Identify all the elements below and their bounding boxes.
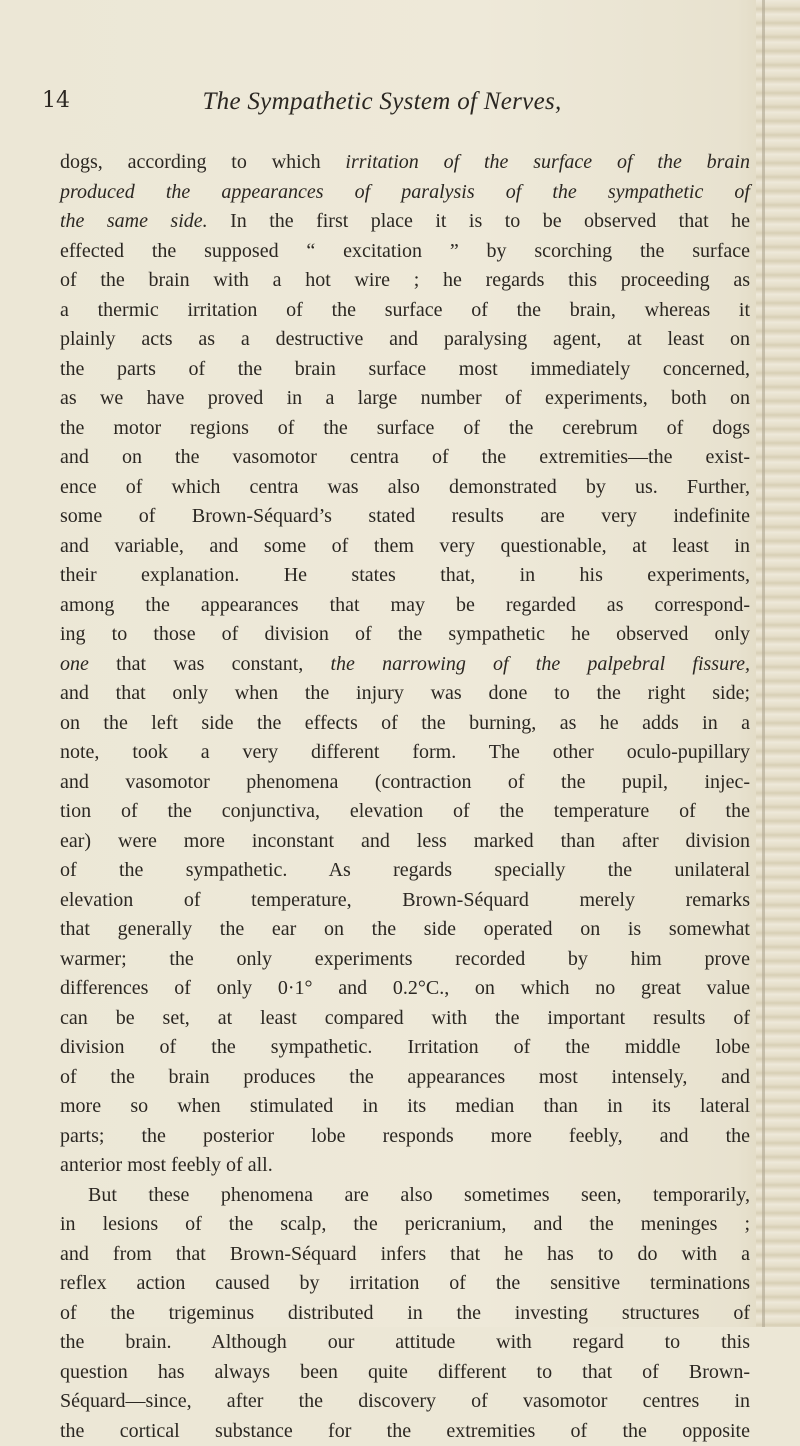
body-text [60, 148, 750, 1446]
text-segment: anterior most feebly of all. [60, 1154, 273, 1176]
text-line [60, 296, 750, 326]
text-segment: some of Brown-Séquard’s stated results are very indefinite [60, 505, 750, 527]
text-segment: effected the supposed “ excitation ” by scorching the surface [60, 240, 750, 262]
text-segment: on the left side the effects of the burning, as he adds in a [60, 712, 750, 734]
text-line [60, 1033, 750, 1063]
text-segment: But these phenomena are also sometimes seen, temporarily, [88, 1184, 750, 1206]
text-line [60, 1151, 750, 1181]
text-segment: of the sympathetic. As regards specially the unilateral [60, 859, 750, 881]
text-line [60, 502, 750, 532]
text-segment: as we have proved in a large number of experiments, both on [60, 387, 750, 409]
text-line [60, 1328, 750, 1358]
text-segment: and that only when the injury was done to the right side; [60, 682, 750, 704]
text-line [60, 650, 750, 680]
text-line [60, 1210, 750, 1240]
text-segment: among the appearances that may be regarded as correspond- [60, 594, 750, 616]
text-line [60, 1417, 750, 1446]
text-segment: and from that Brown-Séquard infers that he has to do with a [60, 1243, 750, 1265]
text-segment: note, took a very different form. The other oculo-pupillary [60, 741, 750, 763]
text-line [60, 1092, 750, 1122]
text-segment: differences of only 0·1° and 0.2°C., on which no great value [60, 977, 750, 999]
text-segment: and vasomotor phenomena (contraction of the pupil, injec- [60, 771, 750, 793]
text-line [60, 325, 750, 355]
text-line [60, 1387, 750, 1417]
text-segment: plainly acts as a destructive and paralysing agent, at least on [60, 328, 750, 350]
running-title: The Sympathetic System of Nerves, [42, 88, 722, 116]
text-segment: reflex action caused by irritation of the sensitive terminations [60, 1272, 750, 1294]
text-segment: the brain. Although our attitude with regard to this [60, 1331, 750, 1353]
text-segment: the parts of the brain surface most immediately concerned, [60, 358, 750, 380]
text-segment: that generally the ear on the side operated on is somewhat [60, 918, 750, 940]
italic-phrase: one [60, 653, 89, 675]
text-line [60, 856, 750, 886]
text-line [60, 473, 750, 503]
text-segment: the motor regions of the surface of the cerebrum of dogs [60, 417, 750, 439]
text-segment: that was constant, [89, 653, 331, 675]
text-line [60, 207, 750, 237]
text-segment: Séquard—since, after the discovery of vasomotor centres in [60, 1390, 750, 1412]
text-line [60, 915, 750, 945]
page-number: 14 [42, 88, 70, 113]
text-line [60, 561, 750, 591]
text-line [60, 148, 750, 178]
italic-phrase: the same side. [60, 210, 208, 232]
italic-phrase: irritation of the surface of the brain [345, 151, 750, 173]
text-line [60, 974, 750, 1004]
text-line [60, 591, 750, 621]
text-segment: of the brain produces the appearances most intensely, and [60, 1066, 750, 1088]
text-line [60, 827, 750, 857]
text-segment: parts; the posterior lobe responds more feebly, and the [60, 1125, 750, 1147]
italic-phrase: produced the appearances of paralysis of the sympathetic of [60, 181, 750, 203]
text-line [60, 266, 750, 296]
page-edge [756, 0, 800, 1327]
text-line [60, 709, 750, 739]
text-line [60, 768, 750, 798]
text-segment: ear) were more inconstant and less marked than after division [60, 830, 750, 852]
text-line [60, 1181, 750, 1211]
text-line [60, 1240, 750, 1270]
text-line [60, 886, 750, 916]
text-line [60, 1358, 750, 1388]
text-line [60, 738, 750, 768]
text-line [60, 384, 750, 414]
text-line [60, 443, 750, 473]
text-line [60, 355, 750, 385]
text-line [60, 237, 750, 267]
text-segment: can be set, at least compared with the important results of [60, 1007, 750, 1029]
text-segment: of the brain with a hot wire ; he regards this proceeding as [60, 269, 750, 291]
text-segment: ence of which centra was also demonstrated by us. Further, [60, 476, 750, 498]
text-segment: tion of the conjunctiva, elevation of the temperature of the [60, 800, 750, 822]
text-segment: question has always been quite different to that of Brown- [60, 1361, 750, 1383]
text-line [60, 1122, 750, 1152]
text-line [60, 414, 750, 444]
text-line [60, 178, 750, 208]
text-line [60, 620, 750, 650]
text-segment: of the trigeminus distributed in the investing structures of [60, 1302, 750, 1324]
text-segment: in lesions of the scalp, the pericranium, and the meninges ; [60, 1213, 750, 1235]
text-line [60, 1299, 750, 1329]
page-header [42, 88, 722, 128]
text-line [60, 1063, 750, 1093]
text-segment: a thermic irritation of the surface of the brain, whereas it [60, 299, 750, 321]
text-segment: warmer; the only experiments recorded by him prove [60, 948, 750, 970]
text-segment: elevation of temperature, Brown-Séquard merely remarks [60, 889, 750, 911]
text-segment: In the first place it is to be observed that he [208, 210, 750, 232]
text-segment: ing to those of division of the sympathetic he observed only [60, 623, 750, 645]
text-segment: more so when stimulated in its median than in its lateral [60, 1095, 750, 1117]
text-segment: dogs, according to which [60, 151, 345, 173]
text-segment: their explanation. He states that, in his experiments, [60, 564, 750, 586]
text-segment: division of the sympathetic. Irritation of the middle lobe [60, 1036, 750, 1058]
text-line [60, 797, 750, 827]
text-line [60, 1004, 750, 1034]
text-segment: the cortical substance for the extremities of the opposite [60, 1420, 750, 1442]
text-segment: and on the vasomotor centra of the extremities—the exist- [60, 446, 750, 468]
text-line [60, 945, 750, 975]
text-line [60, 532, 750, 562]
text-line [60, 679, 750, 709]
italic-phrase: the narrowing of the palpebral fissure, [330, 653, 750, 675]
text-line [60, 1269, 750, 1299]
text-segment: and variable, and some of them very questionable, at least in [60, 535, 750, 557]
